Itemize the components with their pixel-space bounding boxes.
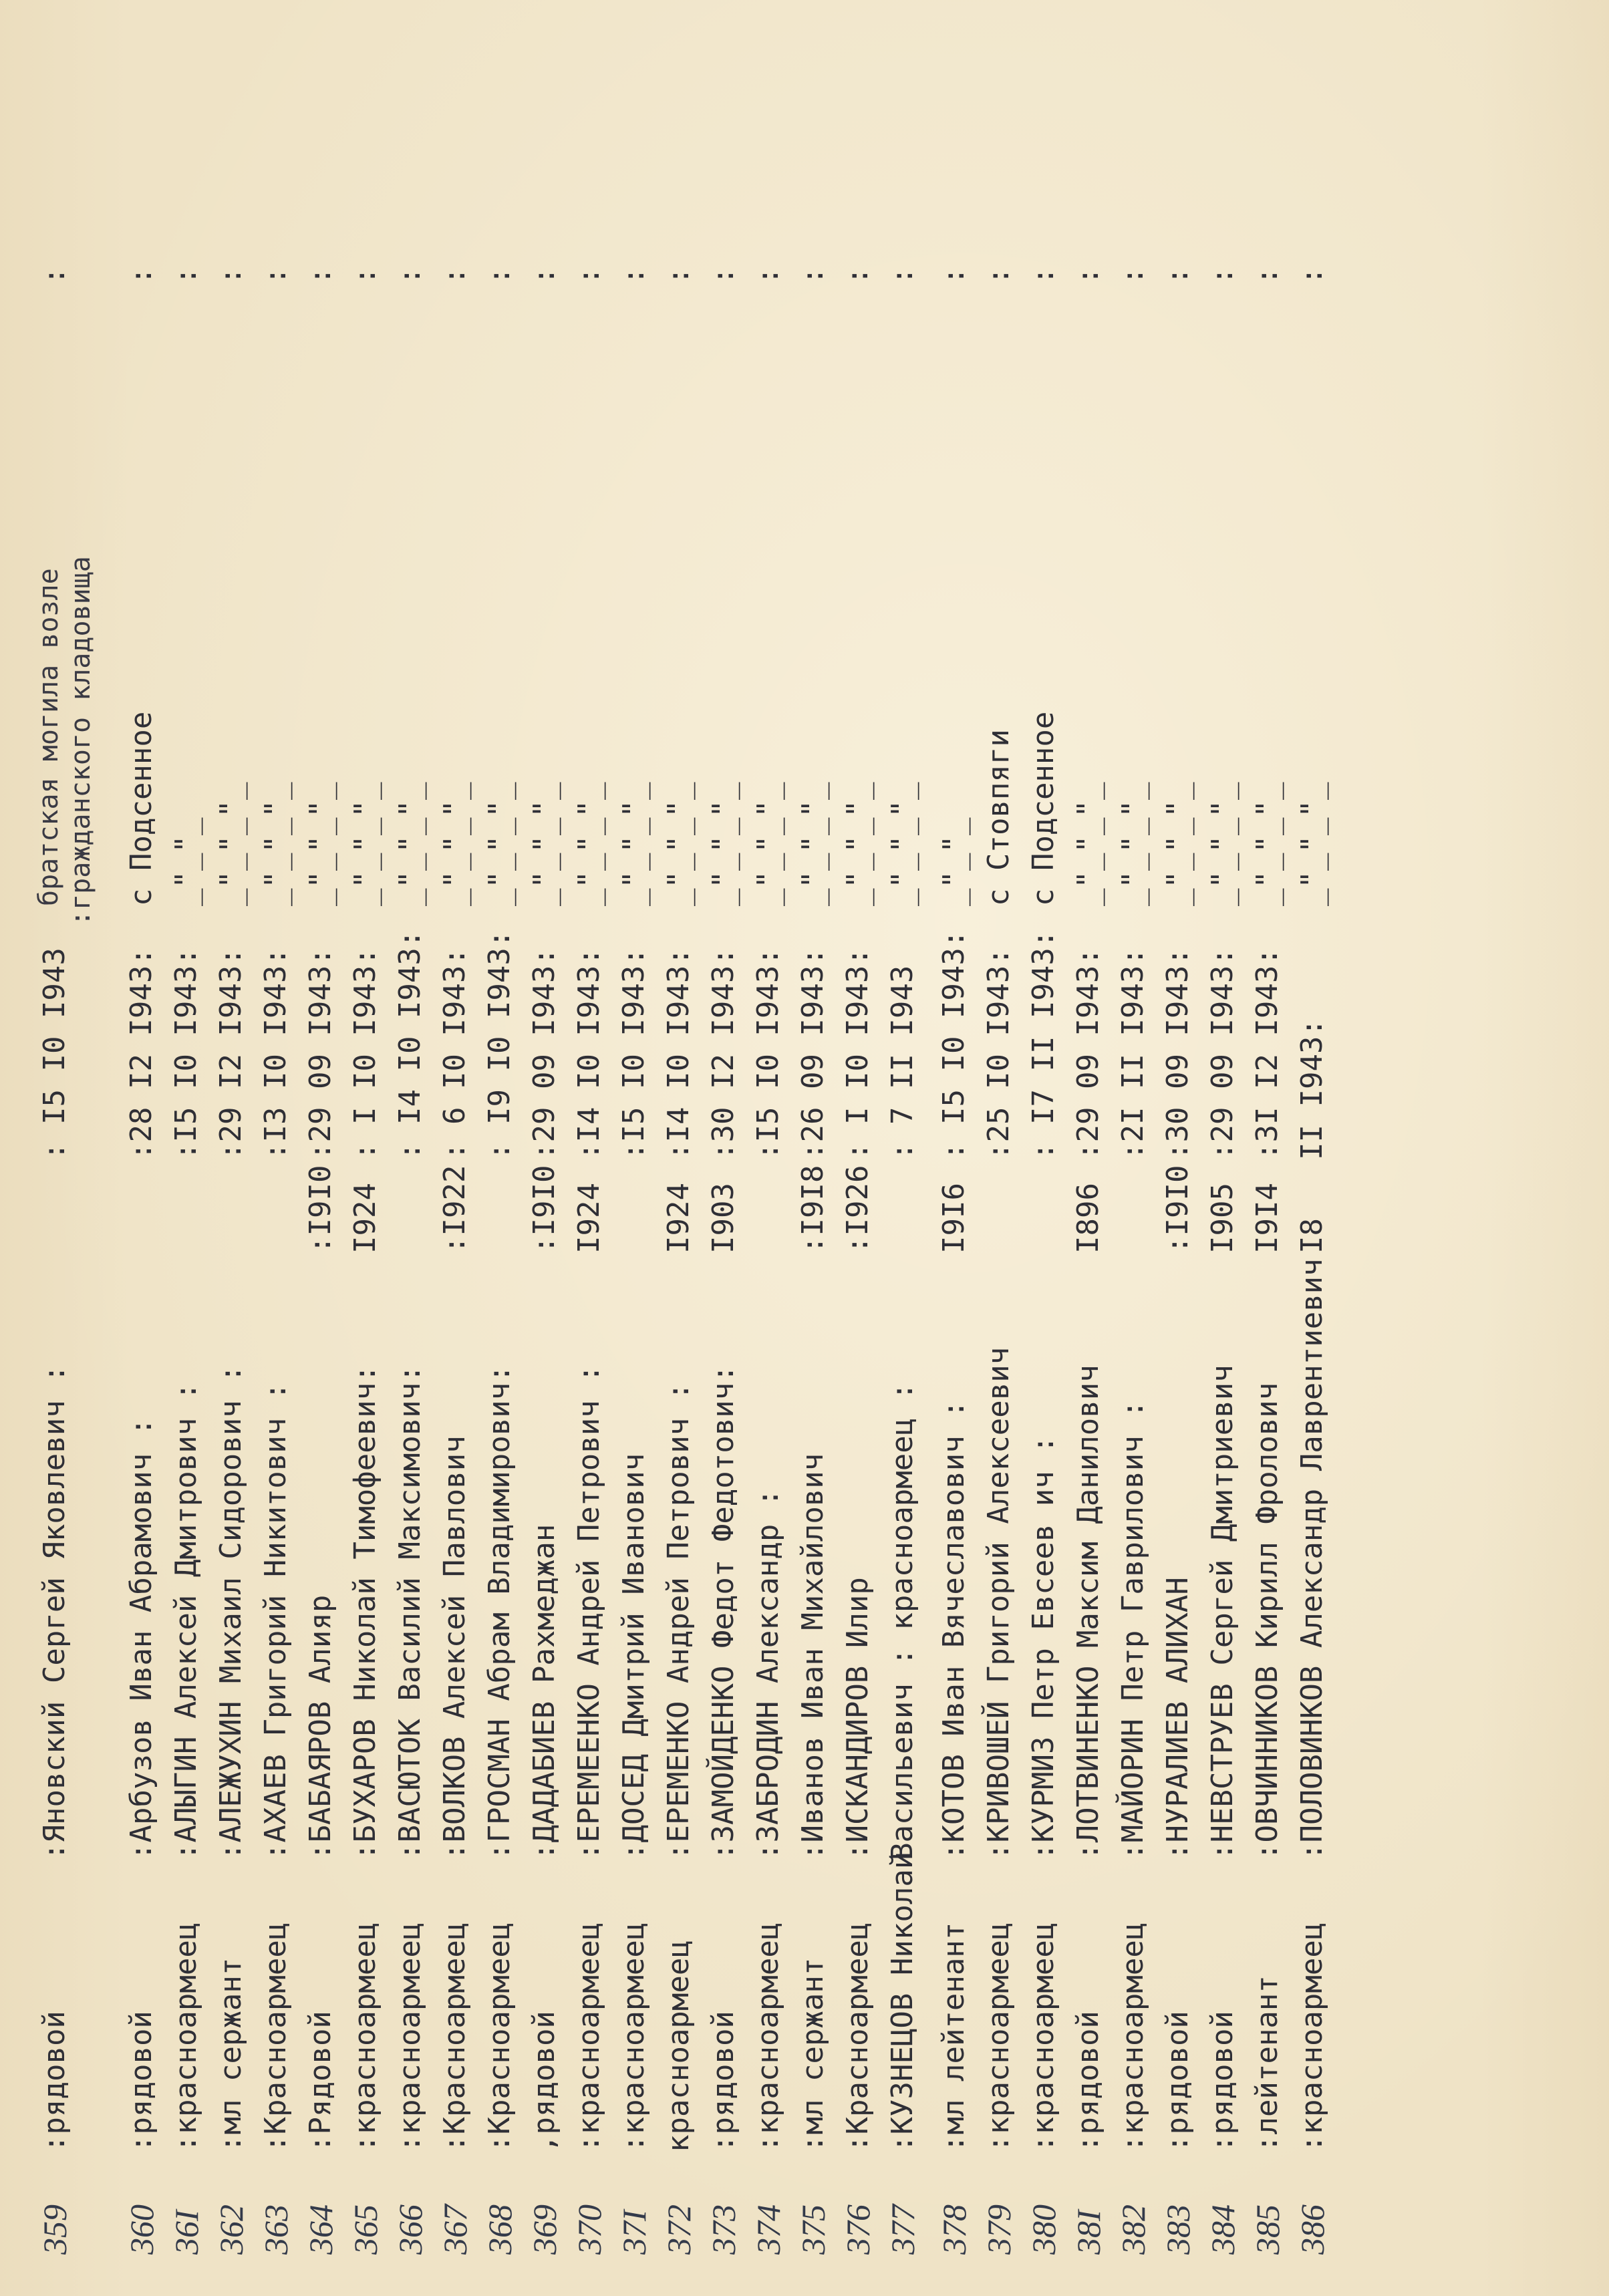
row-tail: : <box>527 267 561 285</box>
row-place: _"_"_"_ <box>1250 782 1284 906</box>
row-date: :30 09 I943: <box>1161 948 1195 1160</box>
row-date: : 7 II I943 <box>885 965 919 1160</box>
row-name: :ЛОТВИНЕНКО Максим Данилович <box>1071 1365 1105 1860</box>
row-tail: : <box>1295 267 1329 285</box>
row-tail: : <box>841 267 875 285</box>
row-name: :КУРМИЗ Петр Евсеев ич : <box>1026 1435 1060 1860</box>
row-rank: :красноармеец <box>169 1922 203 2152</box>
row-birth: :I9I0 <box>1161 1165 1195 1254</box>
row-tail: : <box>937 267 971 285</box>
row-tail: : <box>1250 267 1284 285</box>
row-birth: I903 <box>706 1183 740 1254</box>
row-name: :НУРАЛИЕВ АЛИХАН <box>1161 1577 1195 1860</box>
row-rank: :Красноармеец <box>841 1922 875 2152</box>
row-name: :ДОСЕД Дмитрий Иванович <box>617 1453 651 1860</box>
row-num: 370 <box>571 2204 608 2255</box>
row-num: 368 <box>481 2204 519 2255</box>
row-birth: I896 <box>1071 1183 1105 1254</box>
row-num: 360 <box>123 2204 160 2255</box>
row-tail: : <box>393 267 427 285</box>
row-name: :БУХАРОВ Николай Тимофеевич: <box>348 1365 382 1860</box>
row-date: :29 09 I943: <box>303 948 337 1160</box>
row-num: 365 <box>347 2204 384 2255</box>
row-place: _"_"_"_ <box>527 782 561 906</box>
row-num: 37I <box>615 2210 653 2255</box>
row-date: : 6 I0 I943: <box>438 948 472 1160</box>
row-rank: :лейтенант <box>1250 1975 1284 2152</box>
row-num: 362 <box>212 2204 250 2255</box>
row-tail: : <box>1026 267 1060 285</box>
row-date: :I4 I0 I943: <box>572 948 606 1160</box>
row-date: :29 09 I943: <box>1071 948 1105 1160</box>
row-num: 377 <box>884 2204 921 2255</box>
row-place: _"_"_"_ <box>1161 782 1195 906</box>
row-date: : I I0 I943: <box>348 948 382 1160</box>
row-place: _"_"_"_ <box>572 782 606 906</box>
row-place: _"_"_"_ <box>662 782 696 906</box>
row-place: _"_"_"_ <box>259 782 293 906</box>
row-rank: :Рядовой <box>303 2011 337 2152</box>
row-num: 366 <box>392 2204 429 2255</box>
row-num: 38I <box>1070 2210 1107 2255</box>
row-date: :25 I0 I943: <box>982 948 1016 1160</box>
row-birth: :I926 <box>841 1165 875 1254</box>
row-tail: : <box>1205 267 1239 285</box>
row-tail: : <box>617 267 651 285</box>
row-num: 36I <box>168 2210 205 2255</box>
row-birth: I8 <box>1295 1218 1329 1254</box>
row-birth: I924 <box>348 1183 382 1254</box>
row-rank: :красноармеец <box>1295 1922 1329 2152</box>
row-name: :ЕРЕМЕЕНКО Андрей Петрович : <box>572 1365 606 1860</box>
row-date: :I5 I0 I943: <box>617 948 651 1160</box>
row-num: 378 <box>935 2204 973 2255</box>
row-rank: :красноармеец <box>393 1922 427 2152</box>
row-num: 367 <box>436 2204 474 2255</box>
row-tail: : <box>1116 267 1150 285</box>
row-place: _"_"_"_ <box>1295 782 1329 906</box>
row-place: с Подсенное <box>124 711 158 906</box>
row-rank: :мл сержант <box>214 1957 248 2152</box>
row-place: _"_"_"_ <box>348 782 382 906</box>
row-rank: :рядовой <box>1071 2011 1105 2152</box>
row-date: : I9 I0 I943: <box>482 929 517 1160</box>
row-rank: :рядовой <box>1205 2011 1239 2152</box>
row-num: 376 <box>839 2204 877 2255</box>
row-name: :АЛЕЖУХИН Михаил Сидорович : <box>214 1365 248 1860</box>
row-name: :Яновский Сергей Яковлевич : <box>37 1365 71 1860</box>
row-num: 384 <box>1204 2204 1241 2255</box>
row-birth: I905 <box>1205 1183 1239 1254</box>
row-name: :ГРОСМАН Абрам Владимирович: <box>482 1365 517 1860</box>
row-tail: : <box>214 267 248 285</box>
row-num: 379 <box>980 2204 1018 2255</box>
row-birth: I924 <box>572 1183 606 1254</box>
row-place: _"_"_"_ <box>841 782 875 906</box>
row-name: :ЕРЕМЕНКО Андрей Петрович : <box>662 1382 696 1860</box>
row-name: :ПОЛОВИНКОВ Александр Лаврентиевич <box>1295 1258 1329 1860</box>
row-name: :ЗАБРОДИН Александр : <box>751 1488 785 1860</box>
row-tail: : <box>438 267 472 285</box>
row-tail: : <box>885 267 919 285</box>
row-date: : I5 I0 I943: <box>937 929 971 1160</box>
row-place: _"_"_"_ <box>751 782 785 906</box>
row-place: _"_"_"_ <box>438 782 472 906</box>
row-rank: :Красноармеец <box>438 1922 472 2152</box>
row-name: :АЛЫГИН Алексей Дмитрович : <box>169 1382 203 1860</box>
row-place: _"_"_"_ <box>885 782 919 906</box>
row-num: 380 <box>1025 2204 1062 2255</box>
row-num: 386 <box>1294 2204 1331 2255</box>
row-date: II I943: <box>1295 1018 1329 1160</box>
row-birth: :I9I0 <box>303 1165 337 1254</box>
row-birth: I9I4 <box>1250 1183 1284 1254</box>
row-name: :БАБАЯРОВ Алияр <box>303 1594 337 1860</box>
row-rank: :красноармеец <box>1116 1922 1150 2152</box>
row-num: 375 <box>794 2204 832 2255</box>
row-date: :29 09 I943: <box>527 948 561 1160</box>
row-tail: : <box>303 267 337 285</box>
row-place: _"_"_"_ <box>1116 782 1150 906</box>
header-place-line2: :гражданского кладовища <box>65 556 96 926</box>
row-name: :ДАДАБИЕВ Рахмеджан <box>527 1524 561 1860</box>
row-tail: : <box>706 267 740 285</box>
row-date: :29 09 I943: <box>1205 948 1239 1160</box>
row-place: _"_"_"_ <box>1205 782 1239 906</box>
row-name: :АХАЕВ Григорий Никитович : <box>259 1382 293 1860</box>
row-name: Васильевич : красноармеец : <box>885 1382 919 1860</box>
row-name: :ВАСЮТОК Василий Максимович: <box>393 1365 427 1860</box>
row-date: :I5 I0 I943: <box>751 948 785 1160</box>
row-name: :Арбузов Иван Абрамович : <box>124 1417 158 1860</box>
row-tail: : <box>796 267 830 285</box>
row-rank: :красноармеец <box>348 1922 382 2152</box>
row-name: :Иванов Иван Михайлович <box>796 1453 830 1860</box>
row-birth: :I922 <box>438 1165 472 1254</box>
row-rank: :красноармеец <box>1026 1922 1060 2152</box>
row-rank: :рядовой <box>706 2011 740 2152</box>
row-name: :МАЙОРИН Петр Гаврилович : <box>1116 1400 1150 1860</box>
row-num: 372 <box>660 2204 698 2255</box>
row-rank: :КУЗНЕЦОВ Николай <box>885 1851 919 2152</box>
row-name: :НЕВСТРУЕВ Сергей Дмитриевич <box>1205 1365 1239 1860</box>
row-tail: : <box>1071 267 1105 285</box>
row-birth: I9I6 <box>937 1183 971 1254</box>
row-place: с Стовпяги <box>982 729 1016 906</box>
row-date: : I7 II I943: <box>1026 929 1060 1160</box>
row-place: _"_"_"_ <box>482 782 517 906</box>
row-place: _"_"_"_ <box>617 782 651 906</box>
row-place: _"_"_"_ <box>1071 782 1105 906</box>
row-num: 373 <box>705 2204 742 2255</box>
row-rank: :рядовой <box>1161 2011 1195 2152</box>
row-date: :29 I2 I943: <box>214 948 248 1160</box>
row-tail: : <box>1161 267 1195 285</box>
row-num: 385 <box>1249 2204 1286 2255</box>
row-num: 364 <box>302 2204 339 2255</box>
row-date: : I4 I0 I943: <box>393 929 427 1160</box>
row-num: 363 <box>257 2204 295 2255</box>
row-birth: :I9I0 <box>527 1165 561 1254</box>
row-num: 382 <box>1115 2204 1152 2255</box>
row-date: : I I0 I943: <box>841 948 875 1160</box>
row-name: :ИСКАНДИРОВ Илир <box>841 1577 875 1860</box>
row-place: с Подсенное <box>1026 711 1060 906</box>
row-rank: :мл сержант <box>796 1957 830 2152</box>
row-date: :2I II I943: <box>1116 948 1150 1160</box>
row-rank: :красноармеец <box>617 1922 651 2152</box>
row-place: _"_"_"_ <box>214 782 248 906</box>
row-rank: :красноармеец <box>572 1922 606 2152</box>
row-date: :26 09 I943: <box>796 948 830 1160</box>
row-date: : I5 I0 I943 <box>37 948 71 1160</box>
row-place: _"_"_"_ <box>303 782 337 906</box>
row-tail: : <box>982 267 1016 285</box>
row-tail: : <box>348 267 382 285</box>
row-tail: : <box>37 267 71 285</box>
row-tail: : <box>124 267 158 285</box>
row-place: _"_"_"_ <box>796 782 830 906</box>
row-date: :3I I2 I943: <box>1250 948 1284 1160</box>
row-rank: :рядовой <box>37 2011 71 2152</box>
row-num: 374 <box>750 2204 787 2255</box>
row-name: :КРИВОШЕЙ Григорий Алексеевич <box>982 1346 1016 1860</box>
row-date: :28 I2 I943: <box>124 948 158 1160</box>
row-place: _"_"_"_ <box>393 782 427 906</box>
row-tail: : <box>169 267 203 285</box>
header-place-line1: братская могила возле <box>33 568 64 906</box>
row-rank: красноармеец <box>662 1940 696 2152</box>
row-rank: :красноармеец <box>982 1922 1016 2152</box>
row-num: 383 <box>1159 2204 1197 2255</box>
row-tail: : <box>482 267 517 285</box>
row-date: :30 I2 I943: <box>706 948 740 1160</box>
row-rank: ,рядовой <box>527 2011 561 2152</box>
row-birth: :I9I8 <box>796 1165 830 1254</box>
row-tail: : <box>662 267 696 285</box>
row-date: :I5 I0 I943: <box>169 948 203 1160</box>
row-name: :ВОЛКОВ Алексей Павлович <box>438 1435 472 1860</box>
row-name: :КОТОВ Иван Вячеславович : <box>937 1400 971 1860</box>
row-num: 359 <box>36 2204 74 2255</box>
row-place: _"_"_ <box>937 817 971 906</box>
row-birth: I924 <box>662 1183 696 1254</box>
row-tail: : <box>572 267 606 285</box>
row-rank: :Красноармеец <box>482 1922 517 2152</box>
row-place: _"_"_"_ <box>706 782 740 906</box>
row-rank: :красноармеец <box>751 1922 785 2152</box>
row-place: _"_"_ <box>169 817 203 906</box>
row-num: 369 <box>526 2204 563 2255</box>
row-date: :I3 I0 I943: <box>259 948 293 1160</box>
row-rank: :рядовой <box>124 2011 158 2152</box>
row-name: :ЗАМОЙДЕНКО Федот Федотович: <box>706 1365 740 1860</box>
row-rank: :Красноармеец <box>259 1922 293 2152</box>
row-rank: :мл лейтенант <box>937 1922 971 2152</box>
row-name: :ОВЧИННИКОВ Кирилл Фролович <box>1250 1382 1284 1860</box>
row-tail: : <box>751 267 785 285</box>
row-tail: : <box>259 267 293 285</box>
row-date: :I4 I0 I943: <box>662 948 696 1160</box>
